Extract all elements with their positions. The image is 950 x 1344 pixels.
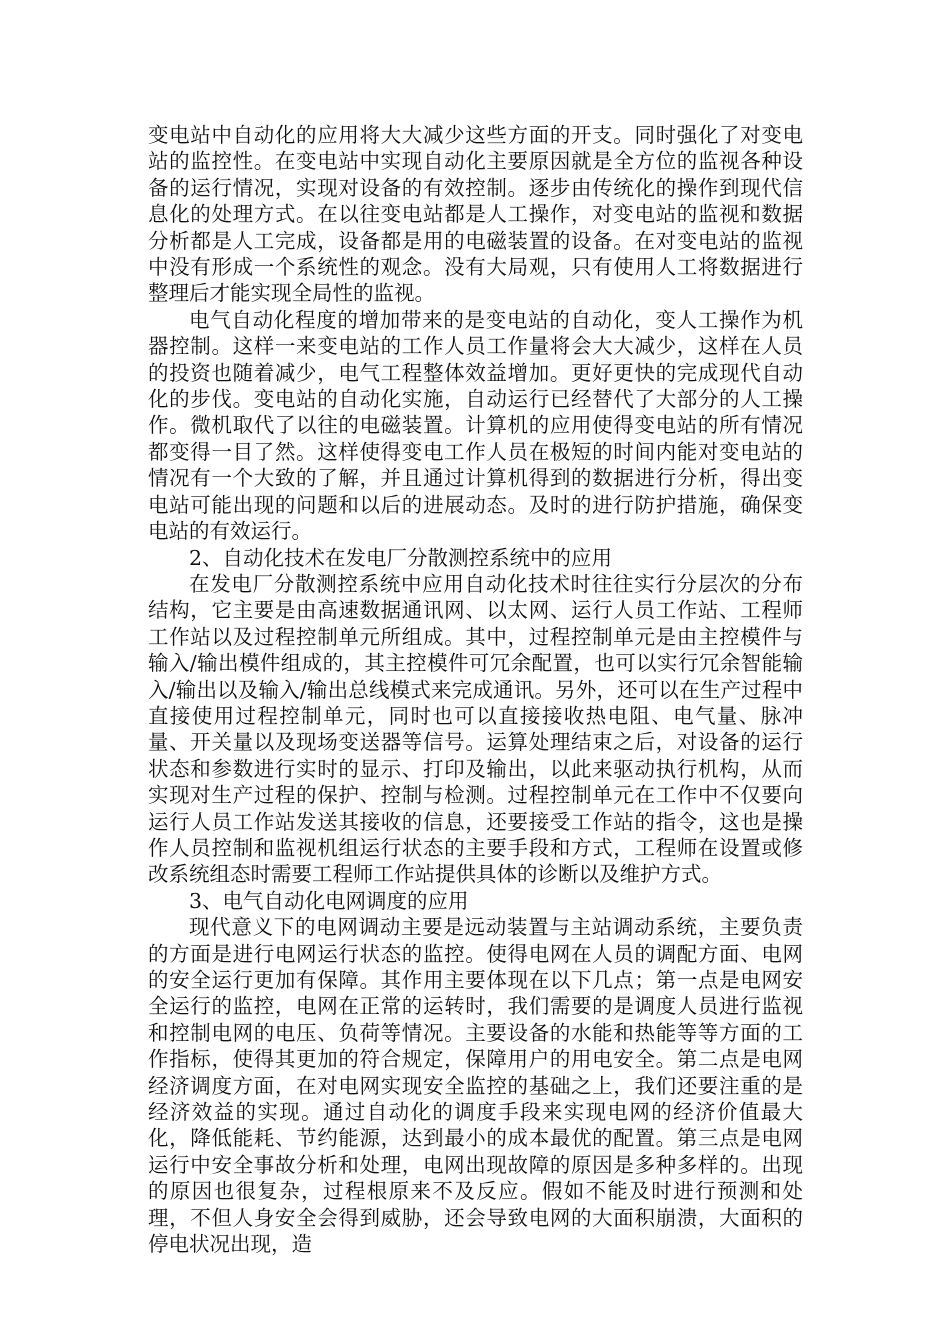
document-body bbox=[148, 122, 803, 1257]
section-heading-2: 2、自动化技术在发电厂分散测控系统中的应用 bbox=[189, 545, 613, 570]
paragraph-2: 电气自动化程度的增加带来的是变电站的自动化，变人工操作为机器控制。这样一来变电站的工作人员工作量将会大大减少，这样在人员的投资也随着减少，电气工程整体效益增加。更好更快的完成现代自动化的步伐。变电站的自动化实施，自动运行已经替代了大部分的人工操作。微机取代了以往的电磁装置。计算机的应用使得变电站的所有情况都变得一目了然。这样使得变电工作人员在极短的时间内能对变电站的情况有一个大致的了解，并且通过计算机得到的数据进行分析，得出变电站可能出现的问题和以后的进展动态。及时的进行防护措施，确保变电站的有效运行。 bbox=[148, 307, 803, 544]
paragraph-3: 在发电厂分散测控系统中应用自动化技术时往往实行分层次的分布结构，它主要是由高速数据通讯网、以太网、运行人员工作站、工程师工作站以及过程控制单元所组成。其中，过程控制单元是由主控模件与输入/输出模件组成的，其主控模件可冗余配置，也可以实行冗余智能输入/输出以及输入/输出总线模式来完成通讯。另外，还可以在生产过程中直接使用过程控制单元，同时也可以直接接收热电阻、电气量、脉冲量、开关量以及现场变送器等信号。运算处理结束之后，对设备的运行状态和参数进行实时的显示、打印及输出，以此来驱动执行机构，从而实现对生产过程的保护、控制与检测。过程控制单元在工作中不仅要向运行人员工作站发送其接收的信息，还要接受工作站的指令，这也是操作人员控制和监视机组运行状态的主要手段和方式，工程师在设置或修改系统组态时需要工程师工作站提供具体的诊断以及维护方式。 bbox=[148, 571, 803, 887]
paragraph-4: 现代意义下的电网调动主要是远动装置与主站调动系统，主要负责的方面是进行电网运行状态的监控。使得电网在人员的调配方面、电网的安全运行更加有保障。其作用主要体现在以下几点；第一点是电网安全运行的监控，电网在正常的运转时，我们需要的是调度人员进行监视和控制电网的电压、负荷等情况。主要设备的水能和热能等等方面的工作指标，使得其更加的符合规定，保障用户的用电安全。第二点是电网经济调度方面，在对电网实现安全监控的基础之上，我们还要注重的是经济效益的实现。通过自动化的调度手段来实现电网的经济价值最大化，降低能耗、节约能源，达到最小的成本最优的配置。第三点是电网运行中安全事故分析和处理，电网出现故障的原因是多种多样的。出现的原因也很复杂，过程根原来不及反应。假如不能及时进行预测和处理，不但人身安全会得到威胁，还会导致电网的大面积崩溃，大面积的停电状况出现，造 bbox=[148, 915, 803, 1257]
section-heading-3: 3、电气自动化电网调度的应用 bbox=[189, 888, 469, 913]
paragraph-1: 变电站中自动化的应用将大大减少这些方面的开支。同时强化了对变电站的监控性。在变电站中实现自动化主要原因就是全方位的监视各种设备的运行情况，实现对设备的有效控制。逐步由传统化的操作到现代信息化的处理方式。在以往变电站都是人工操作，对变电站的监视和数据分析都是人工完成，设备都是用的电磁装置的设备。在对变电站的监视中没有形成一个系统性的观念。没有大局观，只有使用人工将数据进行整理后才能实现全局性的监视。 bbox=[148, 123, 803, 306]
